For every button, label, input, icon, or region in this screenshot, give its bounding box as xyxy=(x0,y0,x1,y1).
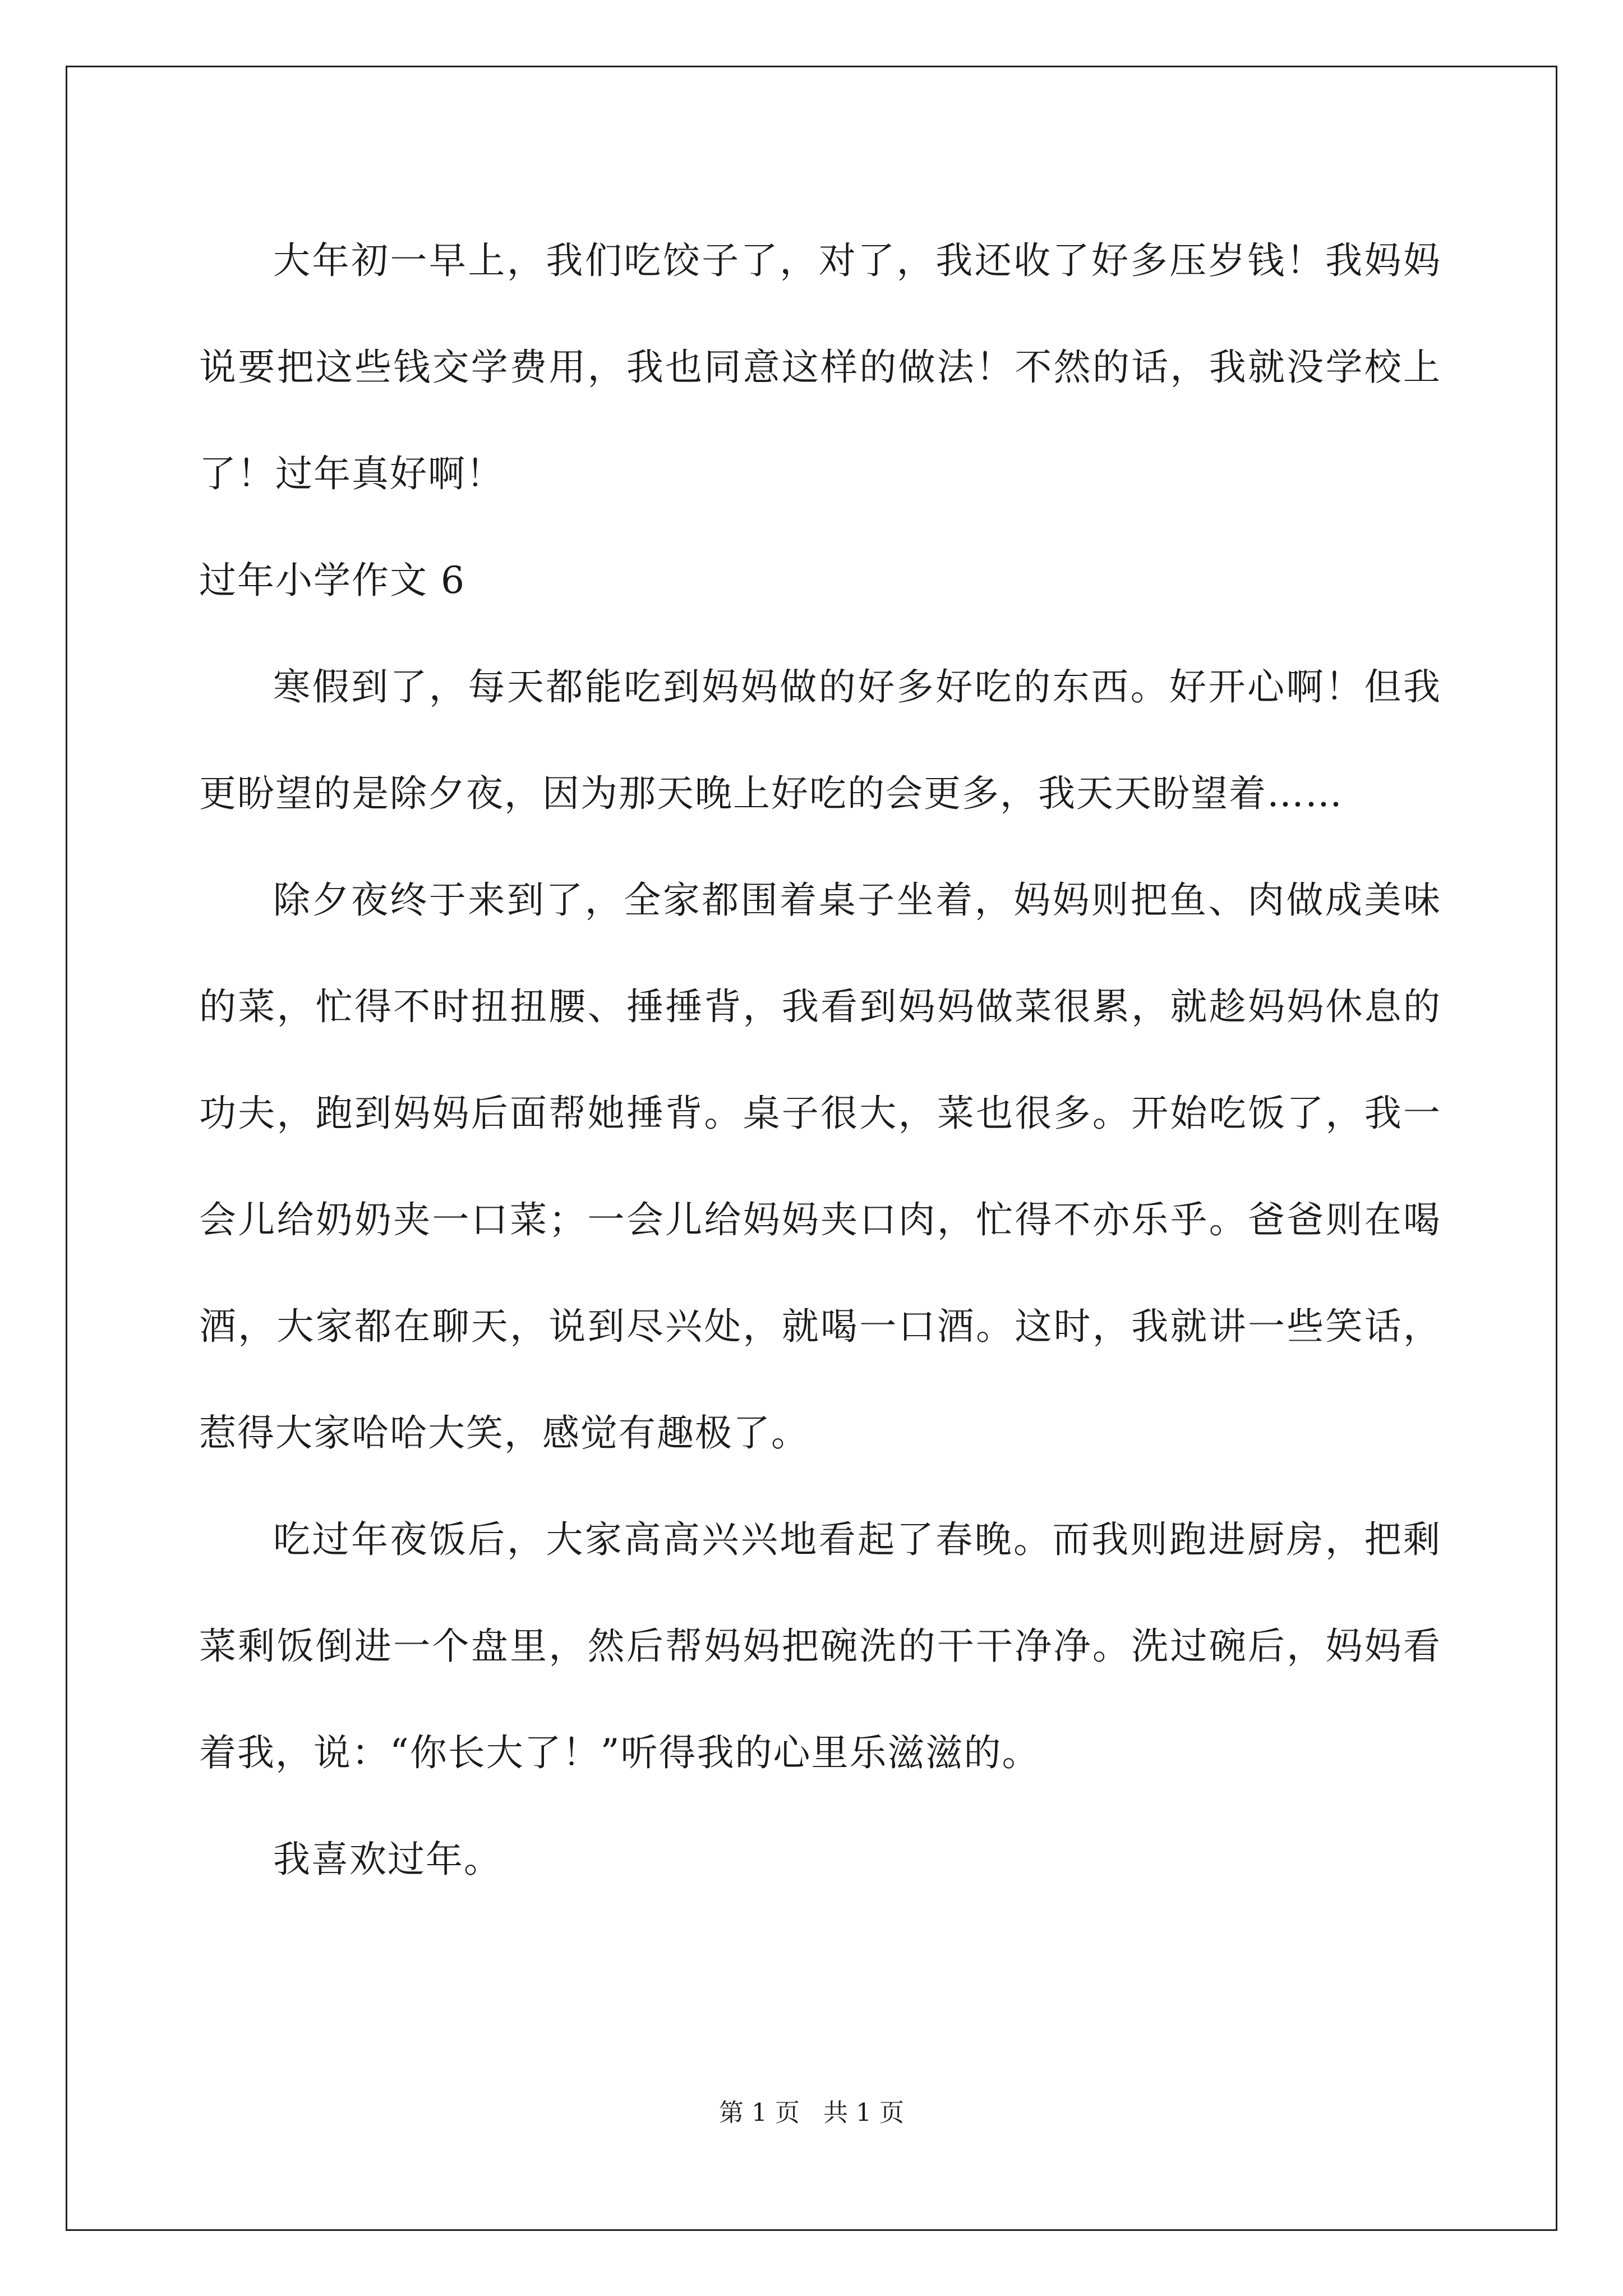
paragraph: 除夕夜终于来到了，全家都围着桌子坐着，妈妈则把鱼、肉做成美味的菜，忙得不时扭扭腰、捶捶背，我看到妈妈做菜很累，就趁妈妈休息的功夫，跑到妈妈后面帮她捶背。桌子很大，菜也很多。开始吃饭了，我一会儿给奶奶夹一口菜；一会儿给妈妈夹口肉，忙得不亦乐乎。爸爸则在喝酒，大家都在聊天，说到尽兴处，就喝一口酒。这时，我就讲一些笑话，惹得大家哈哈大笑，感觉有趣极了。 xyxy=(199,878,1441,1455)
paragraph: 吃过年夜饭后，大家高高兴兴地看起了春晚。而我则跑进厨房，把剩菜剩饭倒进一个盘里，然后帮妈妈把碗洗的干干净净。洗过碗后，妈妈看着我，说：“你长大了！”听得我的心里乐滋滋的。 xyxy=(199,1518,1441,1774)
document-body xyxy=(199,208,1441,1913)
paragraph: 寒假到了，每天都能吃到妈妈做的好多好吃的东西。好开心啊！但我更盼望的是除夕夜，因为那天晚上好吃的会更多，我天天盼望着…… xyxy=(199,665,1441,815)
paragraph: 大年初一早上，我们吃饺子了，对了，我还收了好多压岁钱！我妈妈说要把这些钱交学费用，我也同意这样的做法！不然的话，我就没学校上了！过年真好啊！ xyxy=(199,239,1441,495)
section-heading: 过年小学作文 6 xyxy=(199,559,465,602)
paragraph: 我喜欢过年。 xyxy=(273,1838,502,1881)
page-footer: 第 1 页 共 1 页 xyxy=(719,2099,904,2127)
